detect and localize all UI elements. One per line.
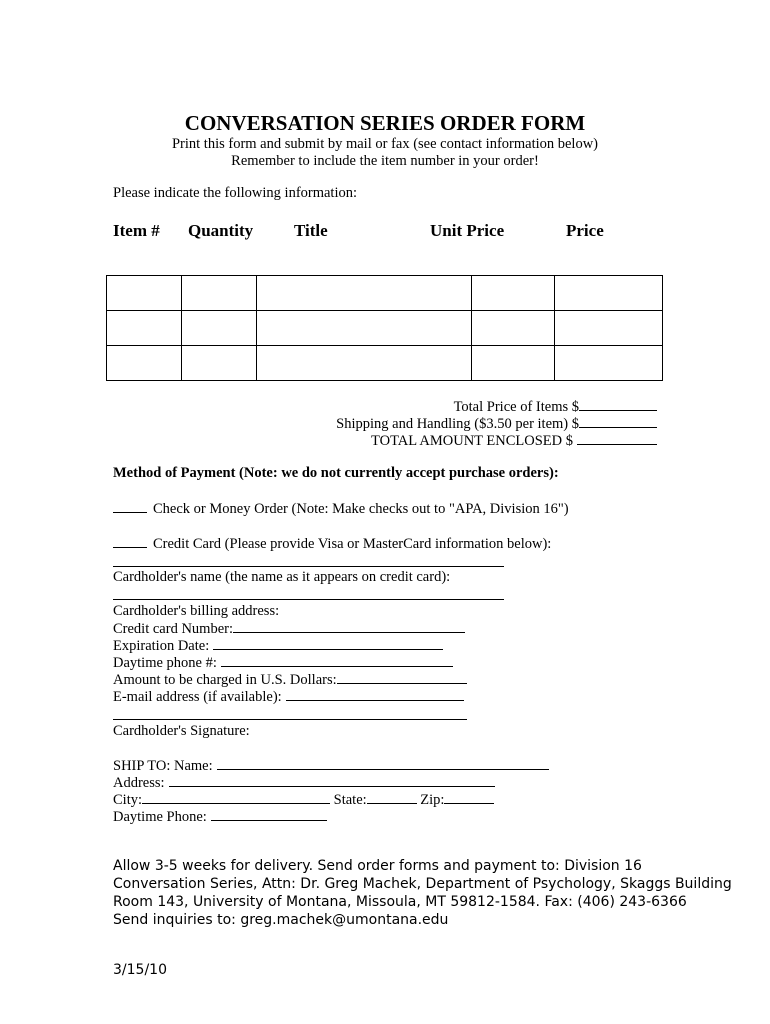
ship-zip-field[interactable] xyxy=(444,791,494,804)
email-row xyxy=(113,688,464,706)
unit-price-cell[interactable] xyxy=(472,276,555,311)
daytime-phone-row xyxy=(113,654,453,672)
billing-address-label: Cardholder's billing address: xyxy=(113,603,280,619)
header-quantity: Quantity xyxy=(188,221,254,240)
delivery-info-line: Conversation Series, Attn: Dr. Greg Machek, Department of Psychology, Skaggs Building xyxy=(113,876,732,892)
signature-line[interactable] xyxy=(113,719,467,720)
amount-row xyxy=(113,671,467,689)
expiration-row xyxy=(113,637,443,655)
amount-field[interactable] xyxy=(337,671,467,684)
order-items-table xyxy=(106,275,663,381)
table-row xyxy=(107,276,663,311)
ship-phone-field[interactable] xyxy=(211,808,327,821)
email-label: E-mail address (if available): xyxy=(113,689,282,705)
header-title: Title xyxy=(294,221,328,240)
unit-price-cell[interactable] xyxy=(472,346,555,381)
price-cell[interactable] xyxy=(555,311,663,346)
form-title: CONVERSATION SERIES ORDER FORM xyxy=(184,111,586,135)
credit-option-label: Credit Card (Please provide Visa or MasterCard information below): xyxy=(153,536,552,552)
cardholder-name-line[interactable] xyxy=(113,566,504,567)
card-number-label: Credit card Number: xyxy=(113,621,233,637)
quantity-cell[interactable] xyxy=(182,311,257,346)
ship-zip-label: Zip: xyxy=(420,792,445,808)
table-row xyxy=(107,311,663,346)
card-number-row xyxy=(113,620,465,638)
total-enclosed-field[interactable] xyxy=(577,432,657,445)
delivery-info-line: Room 143, University of Montana, Missoula, MT 59812-1584. Fax: (406) 243-6366 xyxy=(113,894,687,910)
ship-to-row xyxy=(113,757,549,775)
total-enclosed-label: TOTAL AMOUNT ENCLOSED $ xyxy=(371,433,573,449)
ship-state-label: State: xyxy=(333,792,367,808)
daytime-phone-field[interactable] xyxy=(221,654,453,667)
header-item-number: Item # xyxy=(113,221,160,240)
shipping-field[interactable] xyxy=(579,415,657,428)
check-option-label: Check or Money Order (Note: Make checks out to "APA, Division 16") xyxy=(153,501,569,517)
form-subtitle-instructions: Print this form and submit by mail or fax (see contact information below) xyxy=(171,136,599,152)
header-price: Price xyxy=(566,221,604,240)
item-number-cell[interactable] xyxy=(107,311,182,346)
title-cell[interactable] xyxy=(257,311,472,346)
header-unit-price: Unit Price xyxy=(430,221,505,240)
email-field[interactable] xyxy=(286,688,464,701)
total-price-label: Total Price of Items $ xyxy=(453,399,579,415)
delivery-info xyxy=(113,857,732,929)
total-price-row xyxy=(454,398,657,416)
ship-city-field[interactable] xyxy=(142,791,330,804)
item-number-cell[interactable] xyxy=(107,276,182,311)
expiration-field[interactable] xyxy=(213,637,443,650)
ship-to-label: SHIP TO: Name: xyxy=(113,758,213,774)
form-intro: Please indicate the following information: xyxy=(113,185,358,201)
ship-address-label: Address: xyxy=(113,775,165,791)
ship-address-row xyxy=(113,774,495,792)
inquiries-line: Send inquiries to: greg.machek@umontana.edu xyxy=(113,912,449,928)
credit-option-row xyxy=(113,535,551,553)
item-number-cell[interactable] xyxy=(107,346,182,381)
amount-label: Amount to be charged in U.S. Dollars: xyxy=(113,672,337,688)
ship-state-field[interactable] xyxy=(367,791,417,804)
form-subtitle-reminder: Remember to include the item number in your order! xyxy=(231,153,539,169)
expiration-label: Expiration Date: xyxy=(113,638,210,654)
title-cell[interactable] xyxy=(257,346,472,381)
shipping-row xyxy=(336,415,657,433)
ship-to-name-field[interactable] xyxy=(217,757,549,770)
quantity-cell[interactable] xyxy=(182,346,257,381)
signature-label: Cardholder's Signature: xyxy=(113,723,250,739)
delivery-info-line: Allow 3-5 weeks for delivery. Send order forms and payment to: Division 16 xyxy=(113,858,642,874)
ship-phone-row xyxy=(113,808,327,826)
title-cell[interactable] xyxy=(257,276,472,311)
ship-city-label: City: xyxy=(113,792,143,808)
daytime-phone-label: Daytime phone #: xyxy=(113,655,217,671)
card-number-field[interactable] xyxy=(233,620,465,633)
price-cell[interactable] xyxy=(555,346,663,381)
unit-price-cell[interactable] xyxy=(472,311,555,346)
billing-address-line[interactable] xyxy=(113,599,504,600)
check-option-blank[interactable] xyxy=(113,500,147,513)
ship-city-row xyxy=(113,791,494,809)
shipping-label: Shipping and Handling ($3.50 per item) $ xyxy=(336,416,579,432)
check-option-row xyxy=(113,500,569,518)
total-price-field[interactable] xyxy=(579,398,657,411)
ship-phone-label: Daytime Phone: xyxy=(113,809,207,825)
quantity-cell[interactable] xyxy=(182,276,257,311)
cardholder-name-label: Cardholder's name (the name as it appears on credit card): xyxy=(113,569,451,585)
ship-address-field[interactable] xyxy=(169,774,495,787)
price-cell[interactable] xyxy=(555,276,663,311)
payment-heading: Method of Payment (Note: we do not currently accept purchase orders): xyxy=(113,465,559,481)
total-enclosed-row xyxy=(371,432,657,450)
credit-option-blank[interactable] xyxy=(113,535,147,548)
table-row xyxy=(107,346,663,381)
form-date: 3/15/10 xyxy=(113,962,167,978)
